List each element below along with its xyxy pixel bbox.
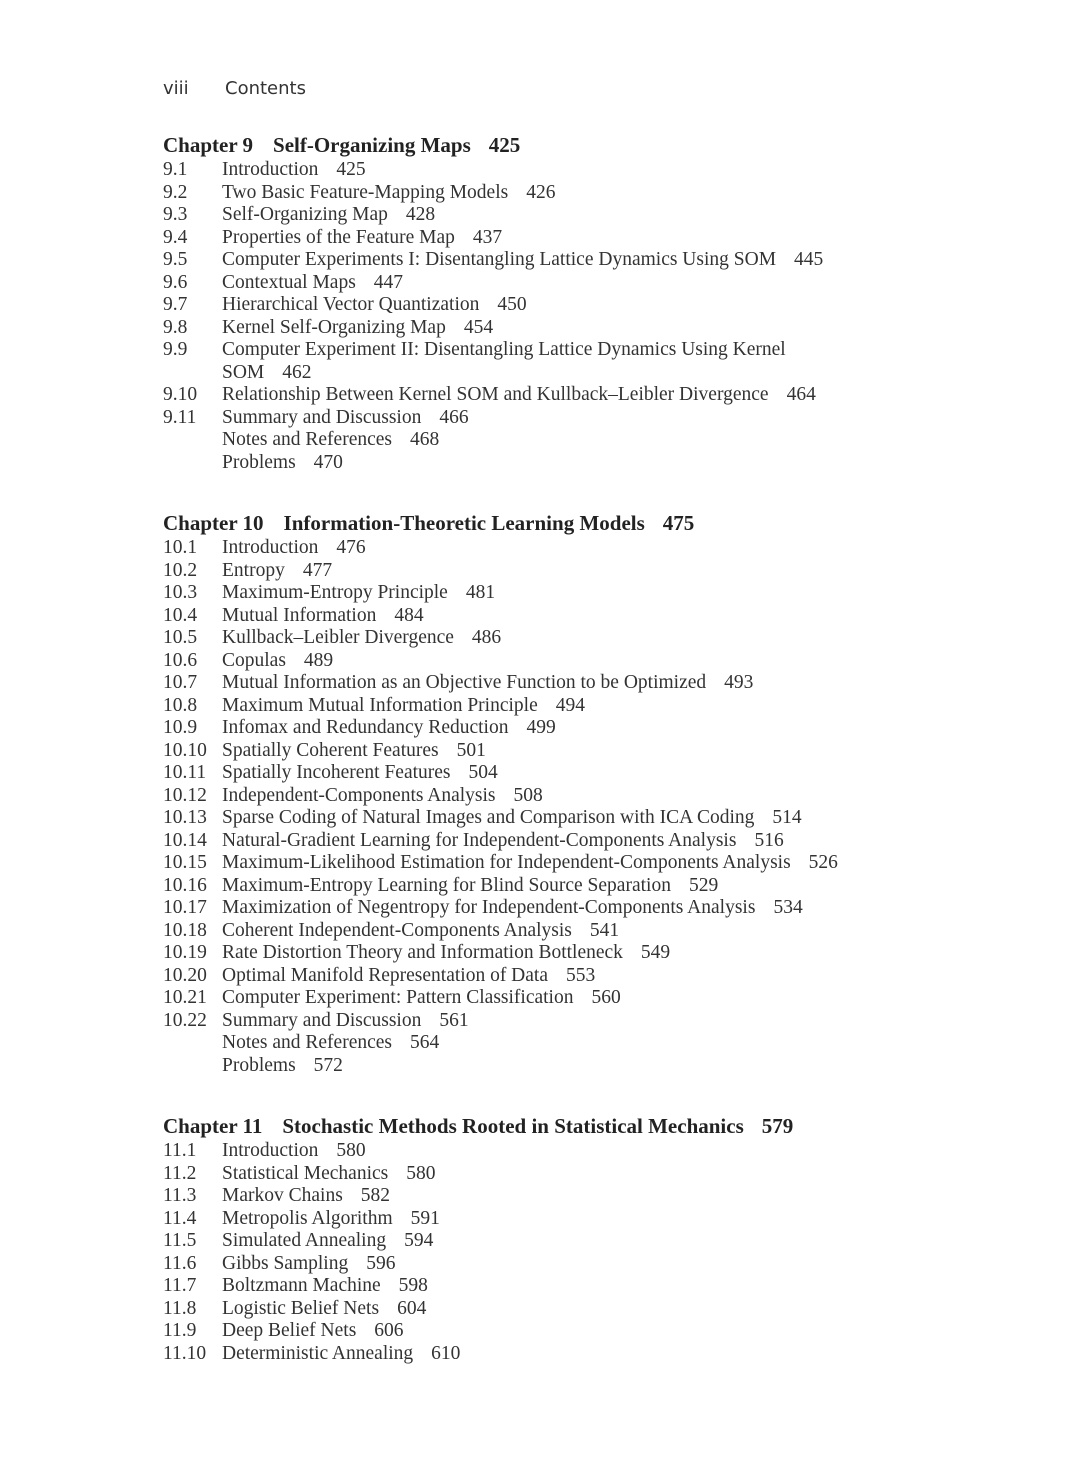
page-number: viii — [163, 78, 189, 99]
section-page: 489 — [303, 649, 334, 671]
toc-entry[interactable] — [163, 1275, 1043, 1298]
section-title: Mutual Information — [222, 604, 377, 626]
toc-entry[interactable] — [163, 182, 1043, 205]
section-title: Copulas — [222, 649, 286, 671]
section-title: Two Basic Feature-Mapping Models — [222, 181, 509, 203]
section-title: Deterministic Annealing — [222, 1342, 414, 1364]
chapter-title: Self-Organizing Maps — [273, 133, 471, 157]
section-page: 470 — [313, 451, 343, 473]
section-page: 499 — [526, 717, 556, 738]
section-page: 447 — [373, 271, 404, 293]
section-title: Logistic Belief Nets — [222, 1297, 380, 1319]
section-title: Computer Experiment II: Disentangling Lattice Dynamics Using Kernel SOM — [222, 339, 786, 383]
toc-entry[interactable] — [163, 452, 1043, 475]
section-title: Problems — [222, 451, 296, 473]
section-number: 9.6 — [163, 271, 188, 293]
section-page: 598 — [398, 1275, 428, 1296]
toc-entry[interactable] — [163, 537, 1043, 560]
toc-entry[interactable] — [163, 987, 1043, 1010]
section-title: Spatially Incoherent Features — [222, 762, 451, 783]
section-page: 604 — [397, 1297, 427, 1319]
section-page: 560 — [591, 987, 621, 1008]
section-page: 553 — [566, 964, 596, 986]
section-number: 11.6 — [163, 1252, 197, 1274]
section-title: Markov Chains — [222, 1185, 343, 1206]
toc-entry[interactable] — [163, 740, 1043, 763]
toc-entry[interactable] — [163, 227, 1043, 250]
toc-entry[interactable] — [163, 920, 1043, 943]
section-number: 9.9 — [163, 339, 188, 360]
toc-entry[interactable] — [163, 1343, 1043, 1366]
section-title: Introduction — [222, 1140, 319, 1161]
toc-entry[interactable] — [163, 204, 1043, 227]
chapter-page: 579 — [761, 1114, 794, 1138]
toc-entry[interactable] — [163, 965, 1043, 988]
section-number: 10.13 — [163, 807, 207, 828]
section-number: 11.2 — [163, 1162, 197, 1184]
toc-entry[interactable] — [163, 897, 1043, 920]
section-page: 437 — [472, 226, 503, 248]
toc-entry[interactable] — [163, 875, 1043, 898]
toc-entry[interactable] — [163, 807, 1043, 830]
table-of-contents — [163, 131, 1043, 1400]
section-number: 10.8 — [163, 694, 198, 716]
section-title: Introduction — [222, 537, 319, 558]
section-title: Notes and References — [222, 1032, 393, 1053]
section-title: Maximum-Entropy Principle — [222, 582, 448, 603]
chapter-title: Stochastic Methods Rooted in Statistical Mechanics — [282, 1114, 744, 1138]
section-title: Coherent Independent-Components Analysis — [222, 919, 572, 941]
section-page: 561 — [439, 1009, 469, 1031]
section-number: 10.15 — [163, 852, 207, 873]
section-number: 11.1 — [163, 1140, 197, 1161]
section-page: 466 — [439, 406, 469, 428]
toc-entry[interactable] — [163, 249, 1043, 272]
section-number: 10.16 — [163, 874, 207, 896]
section-page: 580 — [336, 1140, 366, 1161]
section-number: 9.8 — [163, 316, 188, 338]
section-number: 10.5 — [163, 627, 198, 648]
toc-entry[interactable] — [163, 1010, 1043, 1033]
toc-entry[interactable] — [163, 339, 1043, 384]
chapter-heading[interactable] — [163, 509, 1043, 537]
toc-entry[interactable] — [163, 294, 1043, 317]
section-page: 529 — [688, 874, 719, 896]
section-page: 582 — [360, 1185, 391, 1206]
section-page: 476 — [336, 537, 366, 558]
section-number: 11.4 — [163, 1207, 197, 1229]
section-page: 450 — [497, 294, 527, 315]
section-number: 9.11 — [163, 406, 197, 428]
chapter-label: Chapter 9 — [163, 133, 254, 157]
section-page: 504 — [468, 762, 498, 783]
section-page: 580 — [406, 1162, 436, 1184]
section-number: 10.18 — [163, 919, 207, 941]
section-number: 11.5 — [163, 1230, 197, 1251]
chapter-section — [163, 509, 1043, 1077]
section-number: 10.21 — [163, 987, 207, 1008]
section-page: 462 — [282, 361, 312, 383]
toc-entry[interactable] — [163, 1163, 1043, 1186]
chapter-label: Chapter 10 — [163, 511, 264, 535]
section-page: 425 — [336, 159, 366, 180]
section-number — [163, 452, 222, 475]
section-number: 9.3 — [163, 204, 188, 225]
section-number — [163, 429, 222, 452]
section-page: 594 — [404, 1230, 434, 1251]
section-number: 9.1 — [163, 159, 188, 180]
section-number: 10.20 — [163, 964, 207, 986]
section-title: Statistical Mechanics — [222, 1162, 389, 1184]
chapter-section — [163, 131, 1043, 474]
section-number: 9.4 — [163, 226, 188, 248]
toc-entry[interactable] — [163, 429, 1043, 452]
section-number: 10.6 — [163, 649, 198, 671]
section-number: 10.4 — [163, 604, 198, 626]
section-number: 10.7 — [163, 672, 198, 693]
section-title: Kullback–Leibler Divergence — [222, 627, 454, 648]
section-title: Infomax and Redundancy Reduction — [222, 717, 509, 738]
chapter-title: Information-Theoretic Learning Models — [283, 511, 645, 535]
section-title: Introduction — [222, 159, 319, 180]
section-title: Kernel Self-Organizing Map — [222, 316, 446, 338]
section-page: 534 — [773, 897, 803, 918]
section-page: 484 — [394, 604, 424, 626]
section-number: 10.10 — [163, 739, 207, 761]
section-title: Summary and Discussion — [222, 1009, 422, 1031]
chapter-heading[interactable] — [163, 1112, 1043, 1140]
section-page: 508 — [513, 784, 543, 806]
section-title: Independent-Components Analysis — [222, 784, 496, 806]
section-title: Self-Organizing Map — [222, 204, 388, 225]
section-number: 9.2 — [163, 181, 188, 203]
toc-entry[interactable] — [163, 1320, 1043, 1343]
chapter-page: 475 — [662, 511, 695, 535]
section-page: 454 — [463, 316, 494, 338]
toc-entry[interactable] — [163, 1140, 1043, 1163]
toc-entry[interactable] — [163, 605, 1043, 628]
section-number: 10.9 — [163, 717, 198, 738]
toc-entry[interactable] — [163, 672, 1043, 695]
section-number: 9.5 — [163, 249, 188, 270]
section-number — [163, 1055, 222, 1078]
section-title: Summary and Discussion — [222, 406, 422, 428]
chapter-section — [163, 1112, 1043, 1365]
section-title: Relationship Between Kernel SOM and Kullback–Leibler Divergence — [222, 384, 769, 405]
section-number: 10.19 — [163, 942, 207, 963]
section-title: Optimal Manifold Representation of Data — [222, 964, 548, 986]
section-title: Computer Experiments I: Disentangling Lattice Dynamics Using SOM — [222, 249, 777, 270]
section-page: 541 — [589, 919, 620, 941]
section-number: 10.17 — [163, 897, 207, 918]
section-title: Rate Distortion Theory and Information Bottleneck — [222, 942, 623, 963]
section-title: Mutual Information as an Objective Function to be Optimized — [222, 672, 707, 693]
section-page: 610 — [431, 1342, 461, 1364]
section-title: Problems — [222, 1054, 296, 1076]
section-title: Maximum-Entropy Learning for Blind Source Separation — [222, 874, 671, 896]
section-title: Natural-Gradient Learning for Independent-Components Analysis — [222, 829, 737, 851]
section-page: 606 — [374, 1320, 404, 1341]
toc-entry[interactable] — [163, 1032, 1043, 1055]
section-number: 10.3 — [163, 582, 198, 603]
section-title: Simulated Annealing — [222, 1230, 387, 1251]
section-number: 11.8 — [163, 1297, 197, 1319]
section-page: 526 — [808, 852, 838, 873]
section-title: Sparse Coding of Natural Images and Comparison with ICA Coding — [222, 807, 755, 828]
section-number: 10.14 — [163, 829, 207, 851]
section-number: 11.9 — [163, 1320, 197, 1341]
toc-entry[interactable] — [163, 762, 1043, 785]
toc-entry[interactable] — [163, 159, 1043, 182]
toc-entry[interactable] — [163, 1055, 1043, 1078]
section-page: 564 — [410, 1032, 440, 1053]
section-number: 10.11 — [163, 762, 207, 783]
toc-entry[interactable] — [163, 785, 1043, 808]
section-page: 572 — [313, 1054, 343, 1076]
toc-entry[interactable] — [163, 1298, 1043, 1321]
section-page: 516 — [754, 829, 784, 851]
section-title: Deep Belief Nets — [222, 1320, 357, 1341]
section-number: 10.1 — [163, 537, 198, 558]
section-page: 464 — [786, 384, 816, 405]
section-page: 494 — [555, 694, 585, 716]
toc-entry[interactable] — [163, 272, 1043, 295]
section-page: 596 — [366, 1252, 396, 1274]
toc-entry[interactable] — [163, 582, 1043, 605]
toc-entry[interactable] — [163, 650, 1043, 673]
section-number: 10.2 — [163, 559, 198, 581]
section-title: Computer Experiment: Pattern Classification — [222, 987, 574, 1008]
section-title: Notes and References — [222, 429, 393, 450]
toc-entry[interactable] — [163, 627, 1043, 650]
toc-entry[interactable] — [163, 717, 1043, 740]
chapter-page: 425 — [488, 133, 521, 157]
section-page: 481 — [465, 582, 496, 603]
section-page: 514 — [772, 807, 802, 828]
section-title: Maximization of Negentropy for Independent-Components Analysis — [222, 897, 756, 918]
section-page: 468 — [410, 429, 440, 450]
toc-entry[interactable] — [163, 1208, 1043, 1231]
section-number: 9.10 — [163, 384, 198, 405]
section-number: 11.3 — [163, 1185, 197, 1206]
section-page: 428 — [405, 204, 436, 225]
toc-entry[interactable] — [163, 560, 1043, 583]
toc-entry[interactable] — [163, 1185, 1043, 1208]
section-number — [163, 1032, 222, 1055]
section-page: 501 — [456, 739, 486, 761]
section-page: 486 — [471, 627, 502, 648]
section-title: Maximum-Likelihood Estimation for Independent-Components Analysis — [222, 852, 791, 873]
section-number: 11.7 — [163, 1275, 197, 1296]
section-title: Properties of the Feature Map — [222, 226, 455, 248]
section-number: 9.7 — [163, 294, 188, 315]
toc-entry[interactable] — [163, 407, 1043, 430]
toc-entry[interactable] — [163, 695, 1043, 718]
section-page: 445 — [794, 249, 824, 270]
section-page: 493 — [724, 672, 754, 693]
section-title: Metropolis Algorithm — [222, 1207, 393, 1229]
running-header — [163, 78, 306, 99]
toc-entry[interactable] — [163, 317, 1043, 340]
toc-entry[interactable] — [163, 1253, 1043, 1276]
section-title: Contextual Maps — [222, 271, 356, 293]
toc-entry[interactable] — [163, 852, 1043, 875]
section-title: Entropy — [222, 559, 285, 581]
toc-entry[interactable] — [163, 830, 1043, 853]
chapter-label: Chapter 11 — [163, 1114, 263, 1138]
toc-entry[interactable] — [163, 384, 1043, 407]
chapter-heading[interactable] — [163, 131, 1043, 159]
section-page: 477 — [302, 559, 333, 581]
section-title: Spatially Coherent Features — [222, 739, 439, 761]
section-number: 11.10 — [163, 1342, 207, 1364]
section-page: 591 — [410, 1207, 440, 1229]
section-page: 549 — [640, 942, 671, 963]
section-number: 10.22 — [163, 1009, 207, 1031]
section-page: 426 — [526, 181, 556, 203]
section-number: 10.12 — [163, 784, 207, 806]
toc-entry[interactable] — [163, 1230, 1043, 1253]
section-title: Gibbs Sampling — [222, 1252, 349, 1274]
section-title: Hierarchical Vector Quantization — [222, 294, 480, 315]
section-title: Boltzmann Machine — [222, 1275, 381, 1296]
section-title: Maximum Mutual Information Principle — [222, 694, 538, 716]
toc-entry[interactable] — [163, 942, 1043, 965]
running-title: Contents — [225, 78, 306, 99]
